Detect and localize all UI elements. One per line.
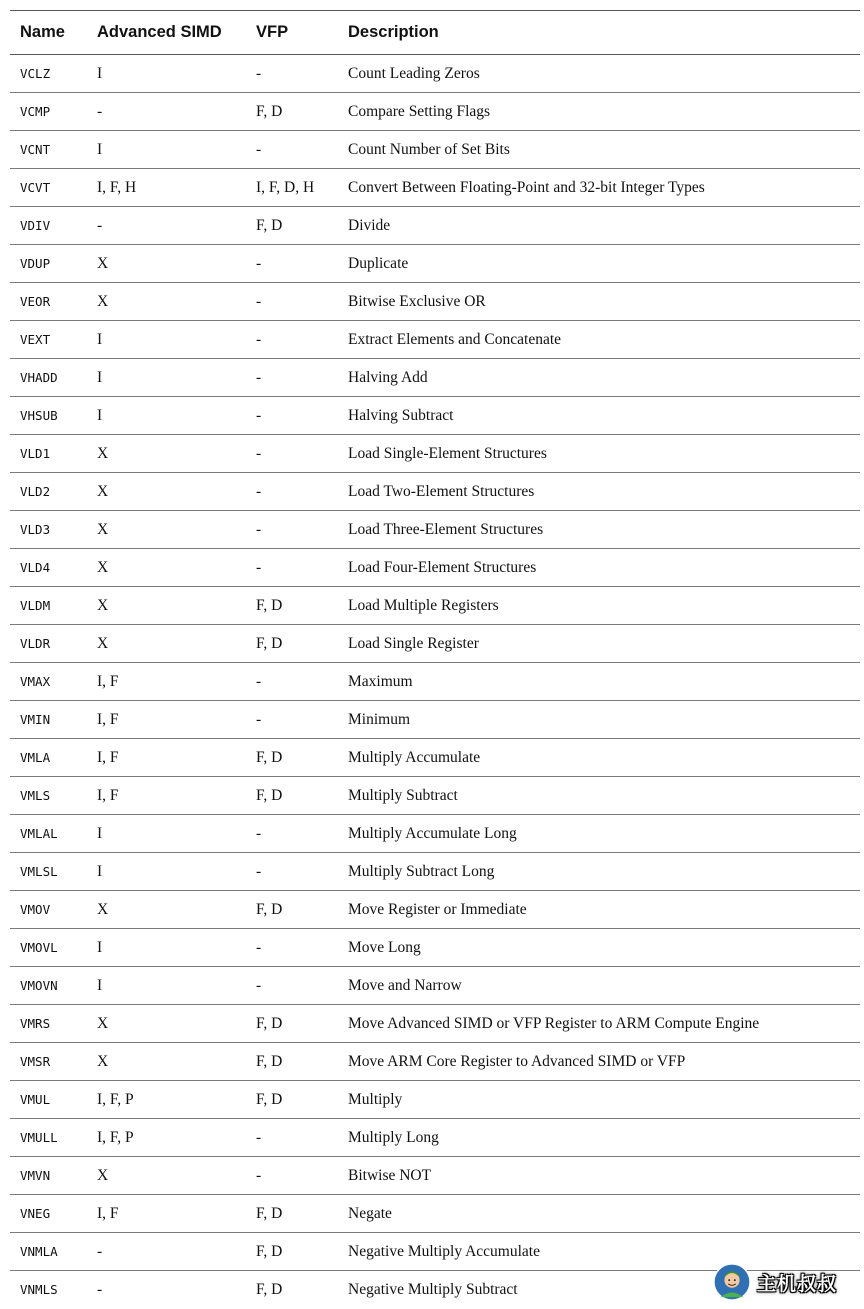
cell-advanced-simd: - <box>97 1233 256 1271</box>
table-row <box>10 967 860 1005</box>
table-row <box>10 549 860 587</box>
cell-vfp: - <box>256 359 348 397</box>
cell-description: Multiply Long <box>348 1119 860 1157</box>
cell-description: Move Register or Immediate <box>348 891 860 929</box>
table-row <box>10 777 860 815</box>
table-header-row <box>10 11 860 55</box>
cell-advanced-simd: I, F <box>97 663 256 701</box>
cell-advanced-simd: X <box>97 1043 256 1081</box>
cell-description: Bitwise NOT <box>348 1157 860 1195</box>
cell-vfp: - <box>256 473 348 511</box>
cell-description: Load Three-Element Structures <box>348 511 860 549</box>
cell-vfp: F, D <box>256 1195 348 1233</box>
cell-advanced-simd: X <box>97 625 256 663</box>
cell-name: VMRS <box>10 1005 97 1043</box>
cell-description: Multiply Accumulate <box>348 739 860 777</box>
cell-advanced-simd: - <box>97 93 256 131</box>
cell-vfp: F, D <box>256 207 348 245</box>
cell-description: Duplicate <box>348 245 860 283</box>
header-description: Description <box>348 11 860 55</box>
cell-vfp: - <box>256 701 348 739</box>
table-row <box>10 929 860 967</box>
cell-description: Multiply <box>348 1081 860 1119</box>
cell-name: VMOVL <box>10 929 97 967</box>
table-row <box>10 1043 860 1081</box>
cell-advanced-simd: X <box>97 283 256 321</box>
table-row <box>10 473 860 511</box>
watermark <box>713 1262 863 1302</box>
table-row <box>10 663 860 701</box>
cell-description: Halving Subtract <box>348 397 860 435</box>
cell-description: Load Single-Element Structures <box>348 435 860 473</box>
table-row <box>10 283 860 321</box>
cell-description: Move Long <box>348 929 860 967</box>
cell-name: VMVN <box>10 1157 97 1195</box>
cell-advanced-simd: I, F <box>97 701 256 739</box>
cell-description: Load Four-Element Structures <box>348 549 860 587</box>
cell-advanced-simd: I <box>97 321 256 359</box>
cell-vfp: F, D <box>256 1043 348 1081</box>
cell-name: VDIV <box>10 207 97 245</box>
cell-name: VMLSL <box>10 853 97 891</box>
cell-name: VLD1 <box>10 435 97 473</box>
cell-vfp: - <box>256 55 348 93</box>
cell-description: Move ARM Core Register to Advanced SIMD or VFP <box>348 1043 860 1081</box>
cell-advanced-simd: I <box>97 815 256 853</box>
cell-vfp: - <box>256 283 348 321</box>
table-row <box>10 359 860 397</box>
table-row <box>10 1195 860 1233</box>
table-row <box>10 815 860 853</box>
cell-description: Load Single Register <box>348 625 860 663</box>
cell-advanced-simd: X <box>97 1157 256 1195</box>
table-row <box>10 169 860 207</box>
cell-name: VMLA <box>10 739 97 777</box>
cell-vfp: - <box>256 321 348 359</box>
cell-advanced-simd: X <box>97 1005 256 1043</box>
cell-description: Negative Multiply Subtract <box>348 1280 518 1298</box>
cell-vfp: - <box>256 929 348 967</box>
cell-description: Load Multiple Registers <box>348 587 860 625</box>
cell-advanced-simd: X <box>97 587 256 625</box>
cell-description: Compare Setting Flags <box>348 93 860 131</box>
cell-advanced-simd: I, F, H <box>97 169 256 207</box>
table-row <box>10 891 860 929</box>
cell-name: VMSR <box>10 1043 97 1081</box>
cell-vfp: - <box>256 397 348 435</box>
table-row <box>10 321 860 359</box>
cell-name: VMULL <box>10 1119 97 1157</box>
cell-advanced-simd: I, F, P <box>97 1081 256 1119</box>
cell-name: VMOV <box>10 891 97 929</box>
cell-advanced-simd: X <box>97 891 256 929</box>
cell-name: VMIN <box>10 701 97 739</box>
cell-name: VEXT <box>10 321 97 359</box>
cell-vfp: - <box>256 549 348 587</box>
cell-vfp: - <box>256 663 348 701</box>
cell-name: VHSUB <box>10 397 97 435</box>
cell-vfp: I, F, D, H <box>256 169 348 207</box>
cell-vfp: F, D <box>256 625 348 663</box>
cell-advanced-simd: X <box>97 435 256 473</box>
cell-description: Multiply Accumulate Long <box>348 815 860 853</box>
cell-description: Move Advanced SIMD or VFP Register to ARM Compute Engine <box>348 1005 860 1043</box>
cell-description: Load Two-Element Structures <box>348 473 860 511</box>
cell-vfp: - <box>256 853 348 891</box>
cell-advanced-simd: - <box>97 207 256 245</box>
cell-vfp: - <box>256 131 348 169</box>
cell-advanced-simd: X <box>97 511 256 549</box>
cell-description: Multiply Subtract Long <box>348 853 860 891</box>
table-row <box>10 397 860 435</box>
table-row <box>10 511 860 549</box>
cell-vfp: F, D <box>256 777 348 815</box>
cell-advanced-simd: - <box>97 1280 103 1298</box>
cell-advanced-simd: I, F, P <box>97 1119 256 1157</box>
cell-advanced-simd: I, F <box>97 739 256 777</box>
cell-advanced-simd: I <box>97 929 256 967</box>
cell-description: Count Number of Set Bits <box>348 131 860 169</box>
cell-vfp: F, D <box>256 1081 348 1119</box>
table-row <box>10 739 860 777</box>
cell-name: VLD2 <box>10 473 97 511</box>
cell-name: VCLZ <box>10 55 97 93</box>
table-row <box>10 93 860 131</box>
cell-name: VNEG <box>10 1195 97 1233</box>
cell-vfp: F, D <box>256 891 348 929</box>
cell-name: VLD4 <box>10 549 97 587</box>
cell-name: VLDM <box>10 587 97 625</box>
cell-description: Multiply Subtract <box>348 777 860 815</box>
table-row <box>10 131 860 169</box>
cell-advanced-simd: I <box>97 397 256 435</box>
cell-advanced-simd: X <box>97 245 256 283</box>
cell-advanced-simd: I, F <box>97 777 256 815</box>
cell-name: VNMLA <box>10 1233 97 1271</box>
cell-description: Maximum <box>348 663 860 701</box>
cell-vfp: - <box>256 967 348 1005</box>
cell-description: Extract Elements and Concatenate <box>348 321 860 359</box>
cell-description: Move and Narrow <box>348 967 860 1005</box>
mascot-avatar-icon <box>713 1263 751 1301</box>
cell-vfp: F, D <box>256 739 348 777</box>
table-row <box>10 1119 860 1157</box>
watermark-text: 主机叔叔 <box>757 1272 838 1295</box>
header-vfp: VFP <box>256 11 348 55</box>
table-row <box>10 625 860 663</box>
cell-name: VMOVN <box>10 967 97 1005</box>
table-row <box>10 853 860 891</box>
cell-name: VMLS <box>10 777 97 815</box>
table-body <box>10 55 860 1309</box>
header-advanced-simd: Advanced SIMD <box>97 11 256 55</box>
cell-advanced-simd: X <box>97 549 256 587</box>
cell-vfp: - <box>256 1119 348 1157</box>
cell-description: Convert Between Floating-Point and 32-bit Integer Types <box>348 169 860 207</box>
cell-vfp: - <box>256 245 348 283</box>
cell-name: VNMLS <box>20 1282 58 1298</box>
cell-advanced-simd: X <box>97 473 256 511</box>
cell-name: VLDR <box>10 625 97 663</box>
instruction-table <box>10 10 860 1309</box>
cell-description: Divide <box>348 207 860 245</box>
cell-vfp: - <box>256 511 348 549</box>
table-row <box>10 245 860 283</box>
cell-vfp: F, D <box>256 93 348 131</box>
cell-vfp: F, D <box>256 1233 348 1271</box>
cell-name: VHADD <box>10 359 97 397</box>
cell-name: VCNT <box>10 131 97 169</box>
table-row <box>10 1005 860 1043</box>
cell-description: Negate <box>348 1195 860 1233</box>
cell-name: VCVT <box>10 169 97 207</box>
cell-vfp: F, D <box>256 1280 283 1298</box>
table-row <box>10 207 860 245</box>
cell-advanced-simd: I <box>97 131 256 169</box>
cell-description: Bitwise Exclusive OR <box>348 283 860 321</box>
cell-vfp: F, D <box>256 1005 348 1043</box>
cell-advanced-simd: I <box>97 359 256 397</box>
cell-vfp: - <box>256 815 348 853</box>
cell-description: Minimum <box>348 701 860 739</box>
cell-name: VDUP <box>10 245 97 283</box>
table-row <box>10 701 860 739</box>
cell-description: Negative Multiply Accumulate <box>348 1233 860 1271</box>
cell-advanced-simd: I <box>97 55 256 93</box>
table-row <box>10 1081 860 1119</box>
cell-name: VCMP <box>10 93 97 131</box>
cell-advanced-simd: I <box>97 967 256 1005</box>
table-row <box>10 435 860 473</box>
cell-vfp: F, D <box>256 587 348 625</box>
cell-advanced-simd: I <box>97 853 256 891</box>
cell-description: Halving Add <box>348 359 860 397</box>
table-row <box>10 55 860 93</box>
cell-vfp: - <box>256 435 348 473</box>
cell-name: VMLAL <box>10 815 97 853</box>
cell-name: VLD3 <box>10 511 97 549</box>
header-name: Name <box>10 11 97 55</box>
cell-advanced-simd: I, F <box>97 1195 256 1233</box>
table-row <box>10 587 860 625</box>
cell-vfp: - <box>256 1157 348 1195</box>
cell-name: VMAX <box>10 663 97 701</box>
cell-name: VMUL <box>10 1081 97 1119</box>
table-row <box>10 1157 860 1195</box>
cell-name: VEOR <box>10 283 97 321</box>
cell-description: Count Leading Zeros <box>348 55 860 93</box>
